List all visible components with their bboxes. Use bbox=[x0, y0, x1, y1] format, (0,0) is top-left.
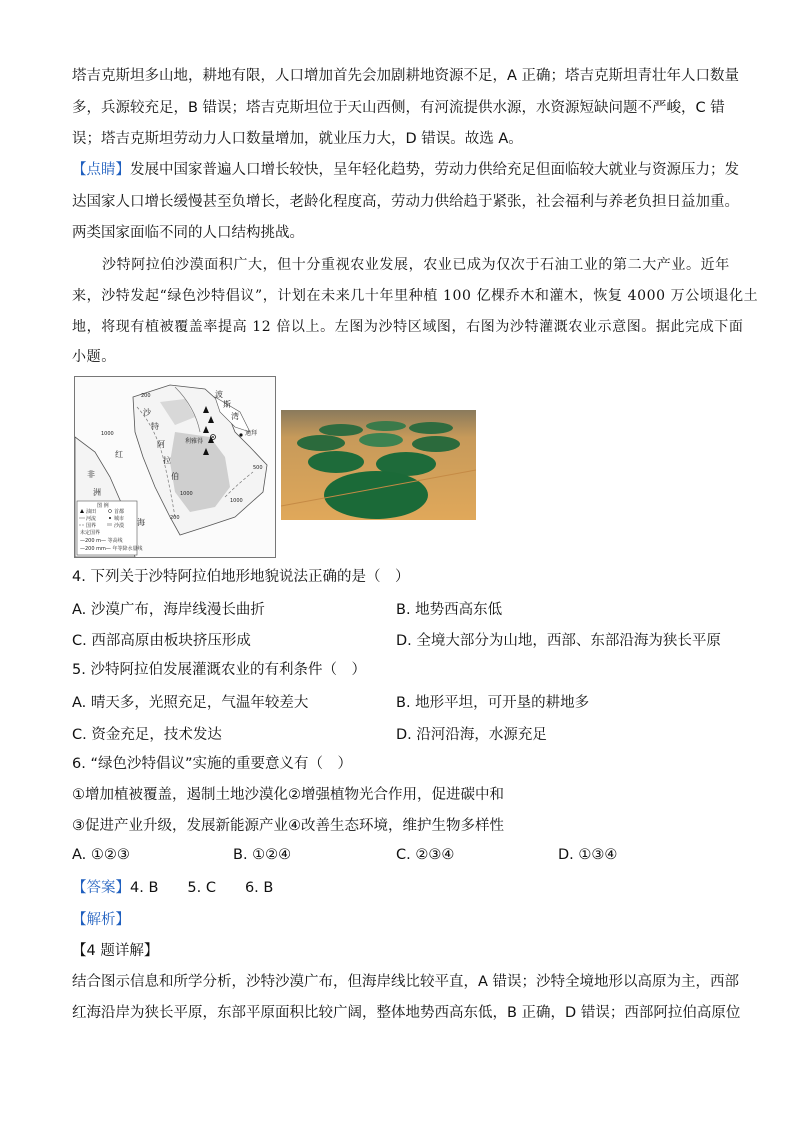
map-label-10: 红 bbox=[115, 450, 123, 459]
map-label-8: 利雅得 bbox=[185, 438, 204, 445]
map-label-7: 湾 bbox=[231, 412, 239, 421]
q4-option-c[interactable]: C. 西部高原由板块挤压形成 bbox=[72, 633, 251, 649]
contour-label-3: 200 bbox=[170, 515, 180, 521]
explanation-line-3: 误；塔吉克斯坦劳动力人口数量增加，就业压力大，D 错误。故选 A。 bbox=[72, 131, 523, 147]
q6-option-a[interactable]: A. ①②③ bbox=[72, 847, 130, 863]
dianjing-line-3: 两类国家面临不同的人口结构挑战。 bbox=[72, 225, 304, 241]
map-label-0: 沙 bbox=[143, 408, 151, 417]
q6-stem: 6. “绿色沙特倡议”实施的重要意义有（ ） bbox=[72, 756, 352, 772]
legend-title: 图 例 bbox=[97, 503, 109, 509]
map-label-1: 特 bbox=[151, 422, 159, 431]
jiexi-tag: 【解析】 bbox=[72, 912, 130, 928]
q4-option-d[interactable]: D. 全境大部分为山地，西部、东部沿海为狭长平原 bbox=[396, 633, 721, 649]
intro-line-1: 沙特阿拉伯沙漠面积广大，但十分重视农业发展，农业已成为仅次于石油工业的第二大产业。近年 bbox=[102, 257, 730, 273]
q5-option-d[interactable]: D. 沿河沿海，水源充足 bbox=[396, 727, 547, 743]
contour-label-4: 500 bbox=[253, 465, 263, 471]
map-label-2: 阿 bbox=[157, 440, 165, 449]
map-label-9: 迪拜 bbox=[245, 430, 258, 437]
q4-detail-line-2: 红海沿岸为狭长平原，东部平原面积比较广阔，整体地势西高东低，B 正确，D 错误；西部阿拉伯高原位 bbox=[72, 1005, 741, 1021]
contour-label-1: 1000 bbox=[101, 431, 114, 437]
answer-tag: 【答案】 bbox=[72, 880, 130, 896]
q6-option-d[interactable]: D. ①③④ bbox=[558, 847, 618, 863]
map-label-5: 波 bbox=[215, 390, 223, 399]
legend-item-5: 沙漠 bbox=[114, 523, 125, 529]
map-label-6: 斯 bbox=[223, 400, 231, 409]
legend-item-4: 国界 bbox=[86, 523, 97, 529]
dianjing-line-2: 达国家人口增长缓慢甚至负增长，老龄化程度高，劳动力供给趋于紧张，社会福利与养老负担日益加重。 bbox=[72, 194, 739, 210]
legend-item-3: 城市 bbox=[114, 516, 125, 522]
legend-item-2: 河流 bbox=[86, 516, 97, 522]
legend-item-8: —200 mm— 年等降水量线 bbox=[80, 546, 143, 552]
q4-detail-line-1: 结合图示信息和所学分析，沙特沙漠广布，但海岸线比较平直，A 错误；沙特全境地形以高原为主，西部 bbox=[72, 974, 740, 990]
q5-stem: 5. 沙特阿拉伯发展灌溉农业的有利条件（ ） bbox=[72, 662, 366, 678]
map-label-3: 拉 bbox=[163, 456, 171, 465]
map-label-12: 非 bbox=[87, 470, 95, 479]
map-label-4: 伯 bbox=[171, 472, 179, 481]
dianjing-line-1 bbox=[72, 160, 739, 180]
q5-option-b[interactable]: B. 地形平坦，可开垦的耕地多 bbox=[396, 695, 590, 711]
map-label-13: 洲 bbox=[93, 488, 101, 497]
q6-option-c[interactable]: C. ②③④ bbox=[396, 847, 455, 863]
explanation-line-2: 多，兵源较充足，B 错误；塔吉克斯坦位于天山西侧，有河流提供水源，水资源短缺问题不严峻，C 错 bbox=[72, 100, 725, 116]
dianjing-text-1: 发展中国家普遍人口增长较快，呈年轻化趋势，劳动力供给充足但面临较大就业与资源压力；发 bbox=[130, 162, 739, 178]
q6-option-b[interactable]: B. ①②④ bbox=[233, 847, 292, 863]
irrigation-photo bbox=[281, 410, 476, 520]
contour-label-2: 1000 bbox=[180, 491, 193, 497]
contour-label-0: 200 bbox=[141, 393, 151, 399]
q6-statement-2: ③促进产业升级，发展新能源产业④改善生态环境，维护生物多样性 bbox=[72, 818, 504, 834]
contour-label-5: 1000 bbox=[230, 498, 243, 504]
q5-option-c[interactable]: C. 资金充足，技术发达 bbox=[72, 727, 222, 743]
q5-option-a[interactable]: A. 晴天多，光照充足，气温年较差大 bbox=[72, 695, 309, 711]
legend-item-6: 未定国界 bbox=[80, 530, 101, 536]
explanation-line-1: 塔吉克斯坦多山地，耕地有限，人口增加首先会加剧耕地资源不足，A 正确；塔吉克斯坦青壮年人口数量 bbox=[72, 68, 740, 84]
legend-item-0: 油田 bbox=[86, 509, 97, 515]
legend-item-7: —200 m— 等高线 bbox=[80, 538, 123, 544]
q4-option-a[interactable]: A. 沙漠广布，海岸线漫长曲折 bbox=[72, 602, 265, 618]
q4-detail-tag: 【4 题详解】 bbox=[72, 943, 159, 959]
intro-line-4: 小题。 bbox=[72, 349, 116, 365]
answer-line bbox=[72, 878, 273, 898]
map-label-11: 海 bbox=[137, 518, 145, 527]
intro-line-3: 地，将现有植被覆盖率提高 12 倍以上。左图为沙特区域图，右图为沙特灌溉农业示意图。据此完成下面 bbox=[72, 319, 744, 335]
legend-item-1: 首都 bbox=[114, 509, 125, 515]
q6-statement-1: ①增加植被覆盖，遏制土地沙漠化②增强植物光合作用，促进碳中和 bbox=[72, 787, 504, 803]
q4-stem: 4. 下列关于沙特阿拉伯地形地貌说法正确的是（ ） bbox=[72, 569, 410, 585]
dianjing-tag: 【点睛】 bbox=[72, 162, 130, 178]
answer-text: 4. B 5. C 6. B bbox=[130, 880, 274, 896]
intro-line-2: 来，沙特发起“绿色沙特倡议”，计划在未来几十年里种植 100 亿棵乔木和灌木，恢复 4000 万公顷退化土 bbox=[72, 288, 759, 304]
saudi-region-map bbox=[74, 376, 276, 558]
q4-option-b[interactable]: B. 地势西高东低 bbox=[396, 602, 503, 618]
